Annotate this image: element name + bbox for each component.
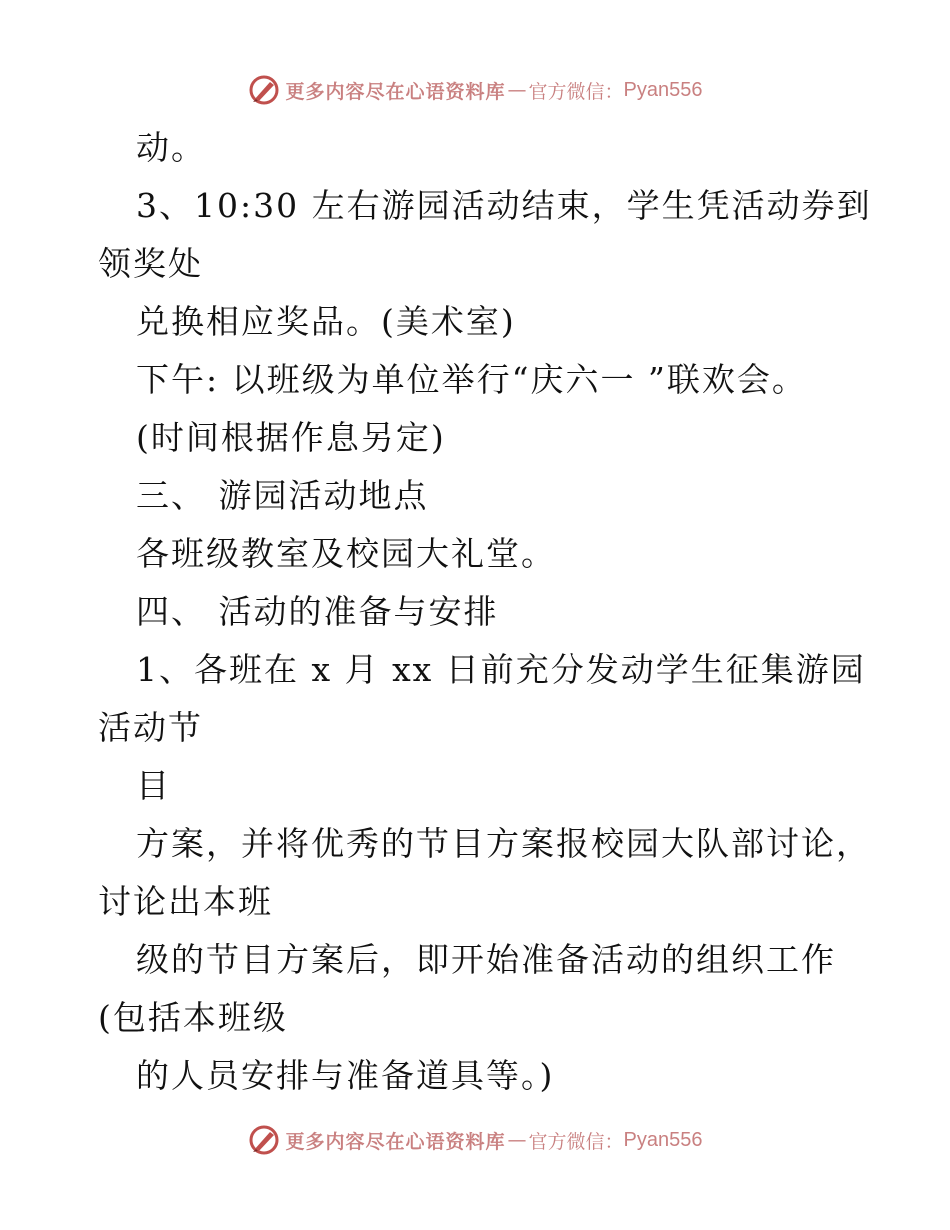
header-banner bbox=[0, 70, 950, 110]
text-line: (包括本班级 bbox=[98, 998, 288, 1037]
text-line: 活动节 bbox=[98, 708, 203, 747]
footer-wechat-id: Pyan556 bbox=[623, 1128, 703, 1151]
text-line: 动。 bbox=[136, 128, 206, 167]
text-line: 领奖处 bbox=[98, 244, 203, 283]
footer-banner bbox=[0, 1120, 950, 1160]
text-line: 各班级教室及校园大礼堂。 bbox=[136, 534, 556, 573]
text-line: 方案，并将优秀的节目方案报校园大队部讨论， bbox=[136, 824, 871, 863]
section-heading: 三、 游园活动地点 bbox=[136, 476, 429, 515]
header-brand: 更多内容尽在心语资料库 bbox=[285, 80, 506, 103]
footer-brand: 更多内容尽在心语资料库 bbox=[285, 1130, 506, 1153]
text-line: 下午: 以班级为单位举行“庆六一 ”联欢会。 bbox=[136, 360, 807, 399]
section-heading: 四、 活动的准备与安排 bbox=[136, 592, 499, 631]
header-wechat-label: 官方微信： bbox=[528, 80, 624, 103]
text-line: 的人员安排与准备道具等。) bbox=[136, 1056, 555, 1095]
text-line: 1、各班在 x 月 xx 日前充分发动学生征集游园 bbox=[136, 650, 866, 689]
text-line: 讨论出本班 bbox=[98, 882, 273, 921]
text-line: 级的节目方案后，即开始准备活动的组织工作 bbox=[136, 940, 836, 979]
footer-dash: — bbox=[507, 1129, 527, 1151]
header-dash: — bbox=[507, 79, 527, 101]
text-line: (时间根据作息另定) bbox=[136, 418, 446, 457]
header-wechat-id: Pyan556 bbox=[623, 78, 703, 101]
text-line: 兑换相应奖品。(美术室) bbox=[136, 302, 516, 341]
text-line: 3、10:30 左右游园活动结束，学生凭活动券到 bbox=[136, 186, 872, 225]
footer-wechat-label: 官方微信： bbox=[528, 1130, 624, 1153]
pen-logo-icon bbox=[248, 74, 280, 106]
pen-logo-icon bbox=[248, 1124, 280, 1156]
text-line: 目 bbox=[136, 766, 171, 805]
